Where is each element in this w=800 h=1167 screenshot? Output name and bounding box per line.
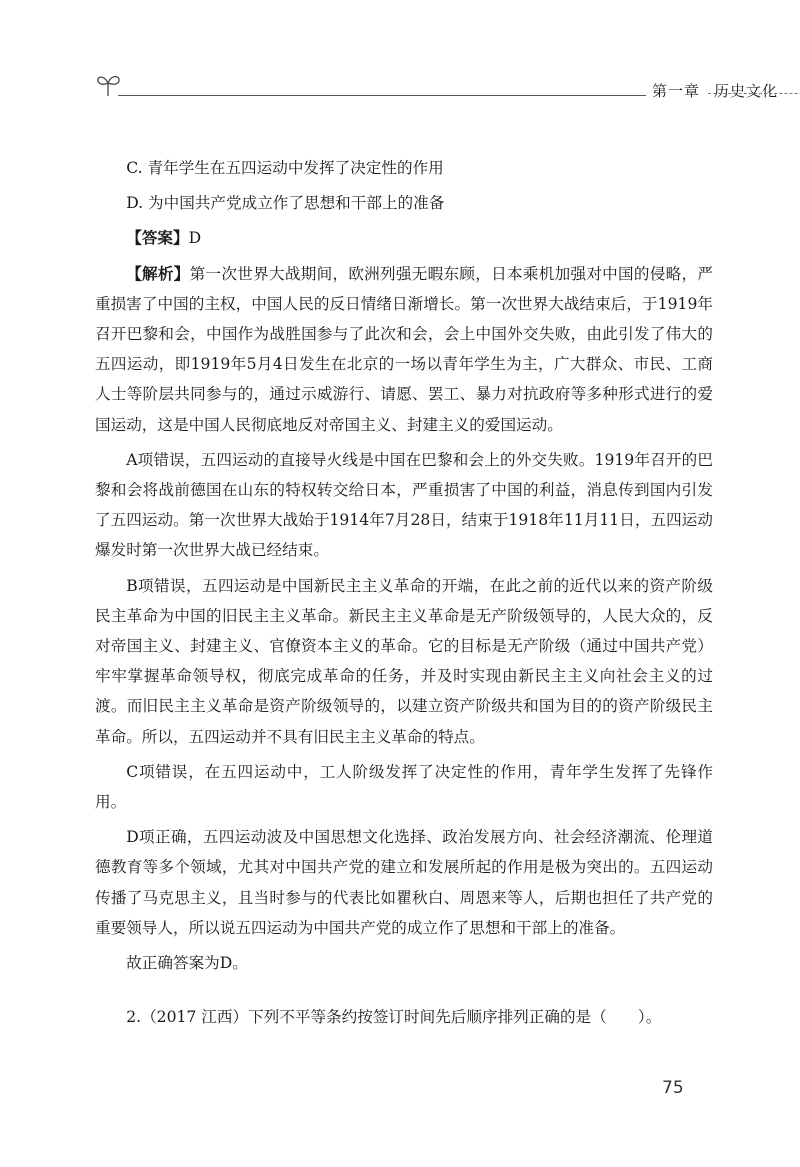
conclusion: 故正确答案为D。 (126, 954, 248, 973)
chapter-heading (652, 80, 792, 101)
answer-line (95, 223, 713, 253)
chapter-label: 第一章 (652, 82, 701, 100)
paragraph-c: C项错误，在五四运动中，工人阶级发挥了决定性的作用，青年学生发挥了先锋作用。 (95, 762, 713, 812)
header-rule (118, 95, 646, 96)
answer-label: 【答案】 (126, 228, 189, 248)
analysis-intro-paragraph (95, 259, 713, 440)
answer-value: D (188, 229, 202, 248)
paragraph-a: A项错误，五四运动的直接导火线是中国在巴黎和会上的外交失败。1919年召开的巴黎和会将战前德国在山东的特权转交给日本，严重损害了中国的利益，消息传到国内引发了五四运动。第一次世界大战始于1914年7月28日，结束于1918年11月11日，五四运动爆发时第一次世界大战已经结束。 (95, 450, 713, 560)
page-number: 75 (662, 1078, 684, 1098)
question-2: 2.（2017 江西）下列不平等条约按签订时间先后顺序排列正确的是（ ）。 (126, 1008, 662, 1027)
page-header (96, 72, 779, 106)
analysis-label: 【解析】 (126, 263, 190, 283)
page-content (95, 153, 713, 1032)
option-d: D. 为中国共产党成立作了思想和干部上的准备 (126, 194, 445, 213)
chapter-title: 历史文化 (714, 82, 779, 100)
paragraph-d: D项正确，五四运动波及中国思想文化选择、政治发展方向、社会经济潮流、伦理道德教育等多个领域，尤其对中国共产党的建立和发展所起的作用是极为突出的。五四运动传播了马克思主义，且当时参与的代表比如瞿秋白、周恩来等人，后期也担任了共产党的重要领导人，所以说五四运动为中国共产党的成立作了思想和干部上的准备。 (95, 828, 713, 937)
paragraph-b: B项错误，五四运动是中国新民主主义革命的开端，在此之前的近代以来的资产阶级民主革命为中国的旧民主主义革命。新民主主义革命是无产阶级领导的，人民大众的，反对帝国主义、封建主义、官僚资本主义的革命。它的目标是无产阶级（通过中国共产党）牢牢掌握革命领导权，彻底完成革命的任务，并及时实现由新民主主义向社会主义的过渡。而旧民主主义革命是资产阶级领导的，以建立资产阶级共和国为目的的资产阶级民主革命。所以，五四运动并不具有旧民主主义革命的特点。 (95, 576, 713, 746)
header-dashed-rule (708, 93, 800, 94)
analysis-intro: 第一次世界大战期间，欧洲列强无暇东顾，日本乘机加强对中国的侵略，严重损害了中国的主权，中国人民的反日情绪日渐增长。第一次世界大战结束后，于1919年召开巴黎和会，中国作为战胜国参与了此次和会，会上中国外交失败，由此引发了伟大的五四运动，即1919年5月4日发生在北京的一场以青年学生为主，广大群众、市民、工商人士等阶层共同参与的，通过示威游行、请愿、罢工、暴力对抗政府等多种形式进行的爱国运动，这是中国人民彻底地反对帝国主义、封建主义的爱国运动。 (95, 264, 713, 434)
option-c: C. 青年学生在五四运动中发挥了决定性的作用 (126, 159, 444, 177)
